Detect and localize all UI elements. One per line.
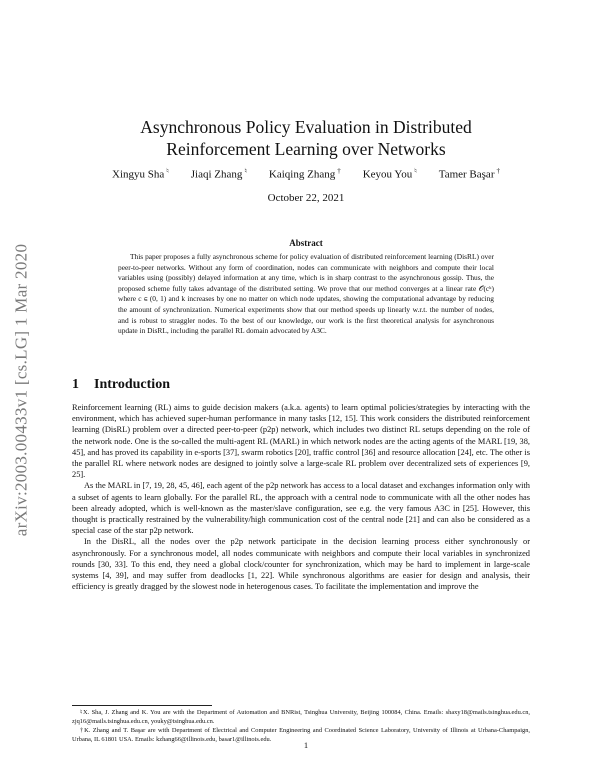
- author: Xingyu Sha ♮: [112, 167, 169, 181]
- arxiv-identifier-text: arXiv:2003.00433v1 [cs.LG] 1 Mar 2020: [11, 243, 30, 537]
- page-number: 1: [303, 740, 309, 750]
- author-list: [90, 167, 522, 181]
- body-text: [72, 402, 530, 592]
- paragraph: In the DisRL, all the nodes over the p2p network participate in the decision learning process either synchronously or asynchronously. For a synchronous model, all nodes communicate with neighbors and compute their local variables in synchronized rounds [30, 33]. To this end, they need a global clock/counter for synchronization, which may be hard to implement in large-scale systems [4, 39], and may suffer from deadlocks [1, 22]. While synchronous algorithms are easier for design and analysis, their efficiency is greatly dragged by the slowest node in heterogenous cases. To facilitate the implementation and improve the: [72, 537, 530, 592]
- arxiv-identifier-stamp: [8, 215, 34, 565]
- section-heading: [72, 377, 532, 393]
- paragraph: As the MARL in [7, 19, 28, 45, 46], each agent of the p2p network has access to a local dataset and exchanges information only with a subset of agents to learn globally. For the parallel RL, the approach with a central node to communicate with all the other nodes has been already adopted, which is well-known as the master/slave configuration, see e.g. the very famous A3C in [25]. However, this thought is practically restrained by the vulnerability/high communication cost of the central node [21] and can also be considered as a special case of the star p2p network.: [72, 481, 530, 536]
- footnote: †K. Zhang and T. Başar are with Department of Electrical and Computer Engineering and Coordinated Science Laboratory, University of Illinois at Urbana-Champaign, Urbana, IL 61801 USA. Emails: kzhang66@illinois.edu, basar1@illinois.edu.: [72, 727, 530, 743]
- section-number: 1: [72, 377, 79, 392]
- footnote: ♮X. Sha, J. Zhang and K. You are with the Department of Automation and BNRist, Tsinghua University, Beijing 100084, China. Emails: shaxy18@mails.tsinghua.edu.cn, zjq16@mails.tsinghua.edu.cn, youky@tsinghua.edu.cn.: [72, 709, 530, 725]
- paragraph: Reinforcement learning (RL) aims to guide decision makers (a.k.a. agents) to learn optimal policies/strategies by interacting with the environment, which has achieved super-human performance in many tasks [12, 15]. This work considers the distributed reinforcement learning (DisRL) problem over a directed peer-to-peer (p2p) network, which includes two distinct RL setups depending on the role of the network node. One is the so-called the multi-agent RL (MARL) in which network nodes are the acting agents of the MARL [19, 38, 45], and has proved its capability in e-sports [37], swarm robotics [20], traffic control [36] and resource allocation [24], etc. The other is the parallel RL where network nodes are designed to jointly solve a large-scale RL problem over decentralized sets of experiences [9, 25].: [72, 403, 530, 480]
- paper-date: October 22, 2021: [267, 192, 345, 204]
- author: Kaiqing Zhang †: [268, 167, 341, 181]
- footnote-divider: [72, 705, 212, 706]
- author: Tamer Başar †: [438, 167, 500, 181]
- abstract-heading: Abstract: [289, 238, 323, 248]
- author: Keyou You ♮: [362, 167, 417, 181]
- section-title: Introduction: [94, 377, 170, 392]
- paper-title: Asynchronous Policy Evaluation in Distributed Reinforcement Learning over Networks: [140, 117, 472, 159]
- abstract-text: This paper proposes a fully asynchronous scheme for policy evaluation of distributed reinforcement learning (DisRL) over peer-to-peer networks. Without any form of coordination, nodes can communicate with neighbors and compute their local variables using (possibly) delayed information at any time, which is in sharp contrast to the asynchronous gossip. Thus, the proposed scheme fully takes advantage of the distributed setting. We prove that our method converges at a linear rate 𝒪(cᵏ) where c ∈ (0, 1) and k increases by one no matter on which node updates, showing the computational advantage by reducing the amount of synchronization. Numerical experiments show that our method speeds up linearly w.r.t. the number of nodes, and is robust to straggler nodes. To the best of our knowledge, our work is the first theoretical analysis for asynchronous update in DisRL, including the parallel RL domain advocated by A3C.: [118, 252, 494, 336]
- author: Jiaqi Zhang ♮: [190, 167, 247, 181]
